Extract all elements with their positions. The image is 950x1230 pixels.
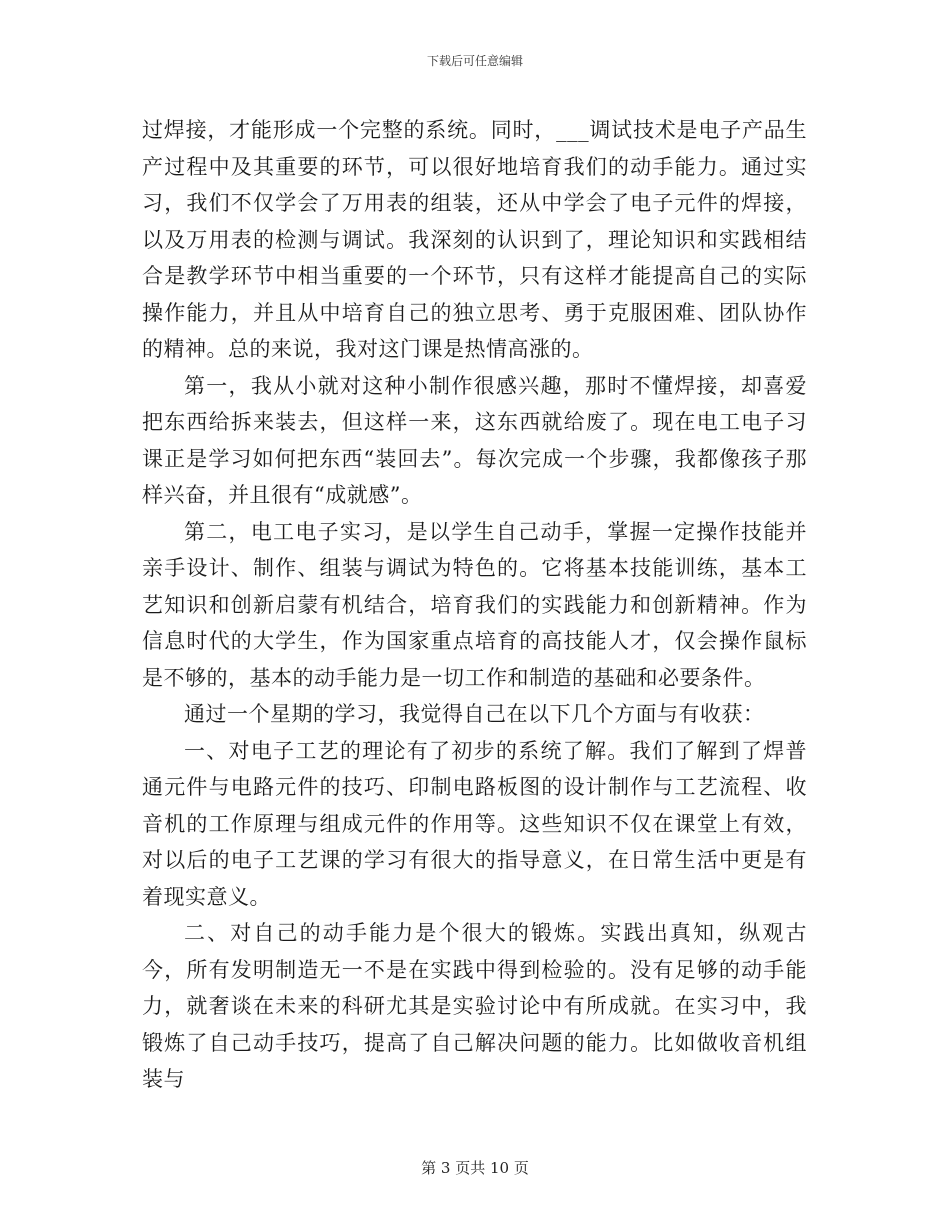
- document-body: [142, 112, 807, 1098]
- page-header: 下载后可任意编辑: [426, 54, 523, 68]
- paragraph-2: 第一，我从小就对这种小制作很感兴趣，那时不懂焊接，却喜爱把东西给拆来装去，但这样一来，这东西就给废了。现在电工电子习课正是学习如何把东西“装回去”。每次完成一个步骤，我都像孩子那样兴奋，并且很有“成就感”。: [142, 373, 807, 507]
- paragraph-6: 二、对自己的动手能力是个很大的锻炼。实践出真知，纵观古今，所有发明制造无一不是在实践中得到检验的。没有足够的动手能力，就奢谈在未来的科研尤其是实验讨论中有所成就。在实习中，我锻炼了自己动手技巧，提高了自己解决问题的能力。比如做收音机组装与: [142, 921, 807, 1091]
- page-footer: 第 3 页共 10 页: [421, 1159, 529, 1177]
- paragraph-4: 通过一个星期的学习，我觉得自己在以下几个方面与有收获：: [184, 702, 765, 726]
- paragraph-1: 过焊接，才能形成一个完整的系统。同时，___调试技术是电子产品生产过程中及其重要的环节，可以很好地培育我们的动手能力。通过实习，我们不仅学会了万用表的组装，还从中学会了电子元件的焊接，以及万用表的检测与调试。我深刻的认识到了，理论知识和实践相结合是教学环节中相当重要的一个环节，只有这样才能提高自己的实际操作能力，并且从中培育自己的独立思考、勇于克服困难、团队协作的精神。总的来说，我对这门课是热情高涨的。: [142, 118, 807, 361]
- paragraph-5: 一、对电子工艺的理论有了初步的系统了解。我们了解到了焊普通元件与电路元件的技巧、印制电路板图的设计制作与工艺流程、收音机的工作原理与组成元件的作用等。这些知识不仅在课堂上有效，对以后的电子工艺课的学习有很大的指导意义，在日常生活中更是有着现实意义。: [142, 738, 807, 909]
- paragraph-3: 第二，电工电子实习，是以学生自己动手，掌握一定操作技能并亲手设计、制作、组装与调试为特色的。它将基本技能训练，基本工艺知识和创新启蒙有机结合，培育我们的实践能力和创新精神。作为信息时代的大学生，作为国家重点培育的高技能人才，仅会操作鼠标是不够的，基本的动手能力是一切工作和制造的基础和必要条件。: [142, 519, 807, 690]
